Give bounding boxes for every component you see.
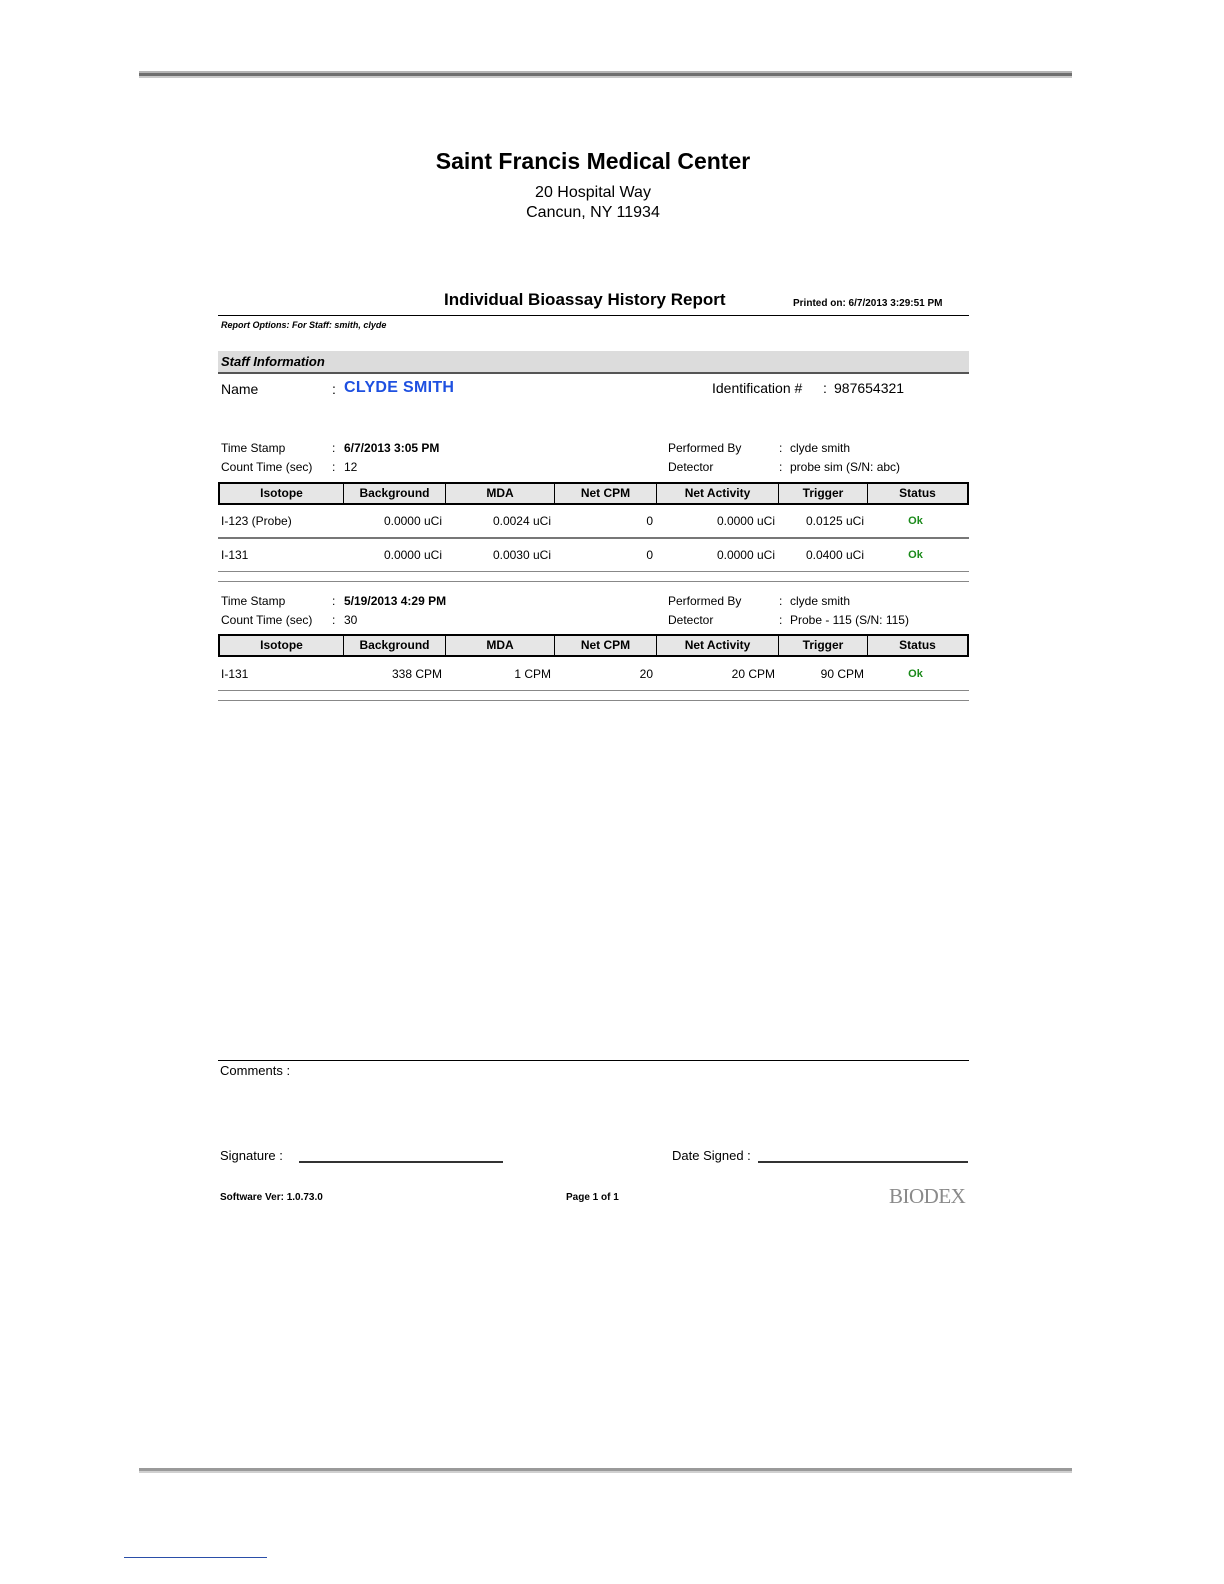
signature-line: [299, 1161, 503, 1163]
cell-status: Ok: [908, 515, 923, 527]
report-options: Report Options: For Staff: smith, clyde: [221, 320, 387, 330]
performed-by-value: clyde smith: [790, 441, 851, 455]
detector-label: Detector: [668, 460, 714, 474]
top-page-rule: [139, 71, 1072, 78]
date-signed-label: Date Signed :: [672, 1148, 751, 1163]
cell-status: Ok: [908, 668, 923, 680]
performed-by-label: Performed By: [668, 441, 742, 455]
col-isotope: Isotope: [220, 636, 344, 655]
cell-mda: 0.0030 uCi: [492, 548, 551, 562]
colon: :: [779, 594, 783, 608]
col-net-cpm: Net CPM: [555, 484, 657, 503]
bottom-page-rule: [139, 1468, 1072, 1473]
cell-net-activity: 20 CPM: [731, 667, 775, 681]
biodex-logo: BIODEX: [889, 1184, 966, 1208]
cell-background: 338 CPM: [391, 667, 442, 681]
cell-trigger: 0.0125 uCi: [805, 514, 864, 528]
col-trigger: Trigger: [779, 484, 868, 503]
time-stamp-value: 5/19/2013 4:29 PM: [344, 594, 447, 608]
cell-isotope: I-123 (Probe): [221, 514, 292, 528]
cell-trigger: 90 CPM: [820, 667, 864, 681]
col-net-cpm: Net CPM: [555, 636, 657, 655]
organization-name: Saint Francis Medical Center: [435, 148, 751, 174]
performed-by-value: clyde smith: [790, 594, 851, 608]
address-line-2: Cancun, NY 11934: [526, 204, 660, 221]
comments-label: Comments :: [220, 1063, 291, 1078]
name-colon: :: [332, 381, 336, 397]
count-time-value: 30: [344, 613, 358, 627]
table-row: [218, 511, 969, 531]
cell-isotope: I-131: [221, 548, 249, 562]
colon: :: [332, 460, 336, 474]
table-row: [218, 545, 969, 565]
comments-divider: [218, 1060, 969, 1061]
table-row: [218, 664, 969, 684]
col-net-activity: Net Activity: [657, 484, 779, 503]
row-divider: [218, 571, 969, 572]
table-header: [218, 482, 969, 505]
count-time-value: 12: [344, 460, 358, 474]
count-time-label: Count Time (sec): [221, 460, 313, 474]
col-net-activity: Net Activity: [657, 636, 779, 655]
name-label: Name: [221, 381, 259, 397]
row-divider: [218, 537, 969, 539]
cell-net-cpm: 20: [639, 667, 653, 681]
title-divider: [218, 315, 969, 316]
cell-background: 0.0000 uCi: [383, 548, 442, 562]
cell-status: Ok: [908, 549, 923, 561]
staff-name: CLYDE SMITH: [344, 379, 455, 396]
col-trigger: Trigger: [779, 636, 868, 655]
colon: :: [779, 441, 783, 455]
performed-by-label: Performed By: [668, 594, 742, 608]
colon: :: [332, 594, 336, 608]
cell-net-activity: 0.0000 uCi: [716, 514, 775, 528]
cell-background: 0.0000 uCi: [383, 514, 442, 528]
col-status: Status: [899, 486, 936, 500]
colon: :: [779, 460, 783, 474]
detector-value: Probe - 115 (S/N: 115): [790, 613, 909, 627]
page-number: Page 1 of 1: [566, 1192, 619, 1203]
cell-net-activity: 0.0000 uCi: [716, 548, 775, 562]
table-header: [218, 634, 969, 657]
date-signed-line: [758, 1161, 968, 1163]
col-mda: MDA: [446, 636, 555, 655]
time-stamp-label: Time Stamp: [221, 441, 286, 455]
time-stamp-label: Time Stamp: [221, 594, 286, 608]
cell-mda: 1 CPM: [514, 667, 551, 681]
colon: :: [779, 613, 783, 627]
cell-net-cpm: 0: [646, 514, 653, 528]
col-status: Status: [899, 638, 936, 652]
cell-trigger: 0.0400 uCi: [805, 548, 864, 562]
detector-label: Detector: [668, 613, 714, 627]
signature-label: Signature :: [220, 1148, 283, 1163]
cell-net-cpm: 0: [646, 548, 653, 562]
cell-isotope: I-131: [221, 667, 249, 681]
col-mda: MDA: [446, 484, 555, 503]
printed-on: Printed on: 6/7/2013 3:29:51 PM: [793, 298, 943, 309]
identification-label: Identification #: [712, 380, 803, 396]
time-stamp-value: 6/7/2013 3:05 PM: [344, 441, 440, 455]
report-title: Individual Bioassay History Report: [444, 290, 726, 309]
count-time-label: Count Time (sec): [221, 613, 313, 627]
colon: :: [332, 613, 336, 627]
record-divider: [218, 700, 969, 701]
detector-value: probe sim (S/N: abc): [790, 460, 901, 474]
identification-colon: :: [823, 380, 827, 396]
col-background: Background: [344, 484, 446, 503]
col-isotope: Isotope: [220, 484, 344, 503]
col-background: Background: [344, 636, 446, 655]
footnote-rule: [124, 1557, 267, 1558]
cell-mda: 0.0024 uCi: [492, 514, 551, 528]
identification-value: 987654321: [834, 380, 905, 396]
record-divider: [218, 581, 969, 582]
colon: :: [332, 441, 336, 455]
software-version: Software Ver: 1.0.73.0: [220, 1192, 323, 1203]
section-title: Staff Information: [221, 354, 325, 369]
row-divider: [218, 690, 969, 691]
address-line-1: 20 Hospital Way: [535, 184, 651, 201]
staff-information-header: [218, 351, 969, 374]
